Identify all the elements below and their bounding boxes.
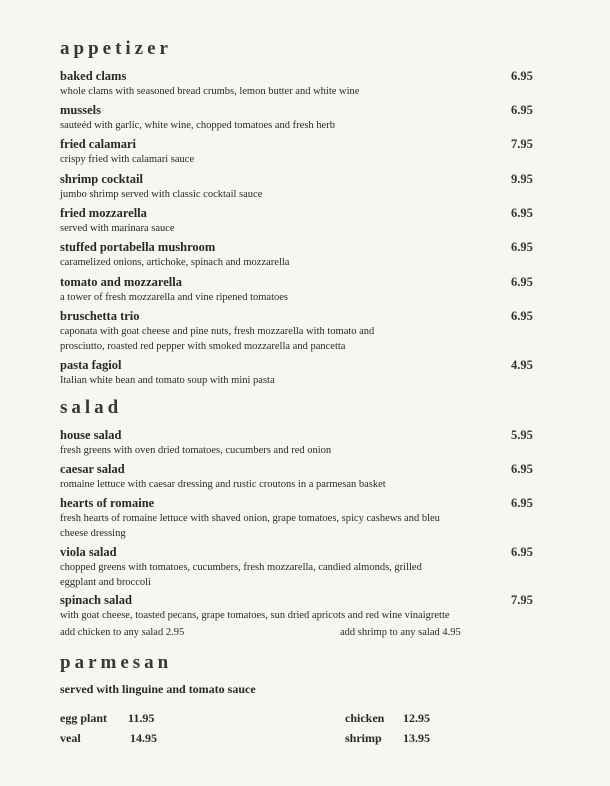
- menu-item: [60, 495, 550, 541]
- item-price: 6.95: [511, 545, 533, 559]
- item-name: baked clams: [60, 69, 127, 83]
- menu-item: [60, 274, 550, 305]
- item-description: fresh greens with oven dried tomatoes, cucumbers and red onion: [60, 445, 332, 456]
- item-price: 13.95: [403, 731, 430, 745]
- addon-shrimp: add shrimp to any salad 4.95: [340, 627, 461, 638]
- item-price: 7.95: [511, 137, 533, 151]
- parmesan-item: [60, 711, 155, 726]
- section-title-salad: salad: [60, 397, 123, 418]
- item-name: egg plant: [60, 711, 108, 725]
- item-description: fresh hearts of romaine lettuce with shaved onion, grape tomatoes, spicy cashews and bleu cheese dressing: [60, 513, 440, 539]
- item-price: 6.95: [511, 275, 533, 289]
- parmesan-item: [345, 711, 430, 726]
- item-description: chopped greens with tomatoes, cucumbers, fresh mozzarella, candied almonds, grilled eggplant and broccoli: [60, 562, 422, 588]
- item-description: caponata with goat cheese and pine nuts, fresh mozzarella with tomato and prosciutto, roasted red pepper with smoked mozzarella and pancetta: [60, 326, 375, 352]
- item-name: hearts of romaine: [60, 496, 155, 510]
- item-price: 6.95: [511, 103, 533, 117]
- item-price: 11.95: [128, 711, 155, 725]
- item-description: jumbo shrimp served with classic cocktail sauce: [60, 189, 263, 200]
- menu-item: [60, 239, 550, 270]
- menu-item: [60, 102, 550, 133]
- item-description: whole clams with seasoned bread crumbs, lemon butter and white wine: [60, 86, 360, 97]
- item-price: 4.95: [511, 358, 533, 372]
- item-description: sauteéd with garlic, white wine, chopped tomatoes and fresh herb: [60, 120, 335, 131]
- item-name: house salad: [60, 428, 122, 442]
- item-description: served with marinara sauce: [60, 223, 175, 234]
- item-name: stuffed portabella mushroom: [60, 240, 216, 254]
- item-price: 6.95: [511, 206, 533, 220]
- item-price: 6.95: [511, 496, 533, 510]
- item-price: 9.95: [511, 172, 533, 186]
- item-price: 6.95: [511, 309, 533, 323]
- item-description: Italian white bean and tomato soup with mini pasta: [60, 375, 275, 386]
- item-name: shrimp: [345, 731, 382, 745]
- item-price: 5.95: [511, 428, 533, 442]
- parmesan-subtitle: served with linguine and tomato sauce: [60, 682, 256, 696]
- menu-item: [60, 461, 550, 492]
- item-name: tomato and mozzarella: [60, 275, 182, 289]
- item-price: 7.95: [511, 593, 533, 607]
- item-name: shrimp cocktail: [60, 172, 143, 186]
- item-name: mussels: [60, 103, 101, 117]
- item-name: fried mozzarella: [60, 206, 147, 220]
- item-name: veal: [60, 731, 81, 745]
- item-name: viola salad: [60, 545, 117, 559]
- item-name: fried calamari: [60, 137, 137, 151]
- item-name: spinach salad: [60, 593, 132, 607]
- menu-item: [60, 308, 550, 354]
- addon-chicken: add chicken to any salad 2.95: [60, 627, 185, 638]
- item-name: chicken: [345, 711, 385, 725]
- menu-item: [60, 136, 550, 167]
- section-title-parmesan: parmesan: [60, 652, 173, 673]
- item-description: romaine lettuce with caesar dressing and rustic croutons in a parmesan basket: [60, 479, 386, 490]
- menu-item: [60, 544, 550, 590]
- menu-item: [60, 592, 550, 623]
- item-description: crispy fried with calamari sauce: [60, 154, 195, 165]
- parmesan-item: [60, 731, 157, 746]
- menu-item: [60, 171, 550, 202]
- item-price: 6.95: [511, 462, 533, 476]
- menu-item: [60, 205, 550, 236]
- parmesan-item: [345, 731, 430, 746]
- item-name: bruschetta trio: [60, 309, 140, 323]
- item-price: 6.95: [511, 240, 533, 254]
- item-price: 6.95: [511, 69, 533, 83]
- item-price: 14.95: [130, 731, 157, 745]
- item-description: caramelized onions, artichoke, spinach and mozzarella: [60, 257, 290, 268]
- item-description: with goat cheese, toasted pecans, grape tomatoes, sun dried apricots and red wine vinaigrette: [60, 610, 450, 621]
- item-name: pasta fagiol: [60, 358, 122, 372]
- item-price: 12.95: [403, 711, 430, 725]
- menu-item: [60, 68, 550, 99]
- menu-item: [60, 357, 550, 388]
- section-title-appetizer: appetizer: [60, 38, 172, 59]
- item-name: caesar salad: [60, 462, 125, 476]
- menu-item: [60, 427, 550, 458]
- item-description: a tower of fresh mozzarella and vine ripened tomatoes: [60, 292, 288, 303]
